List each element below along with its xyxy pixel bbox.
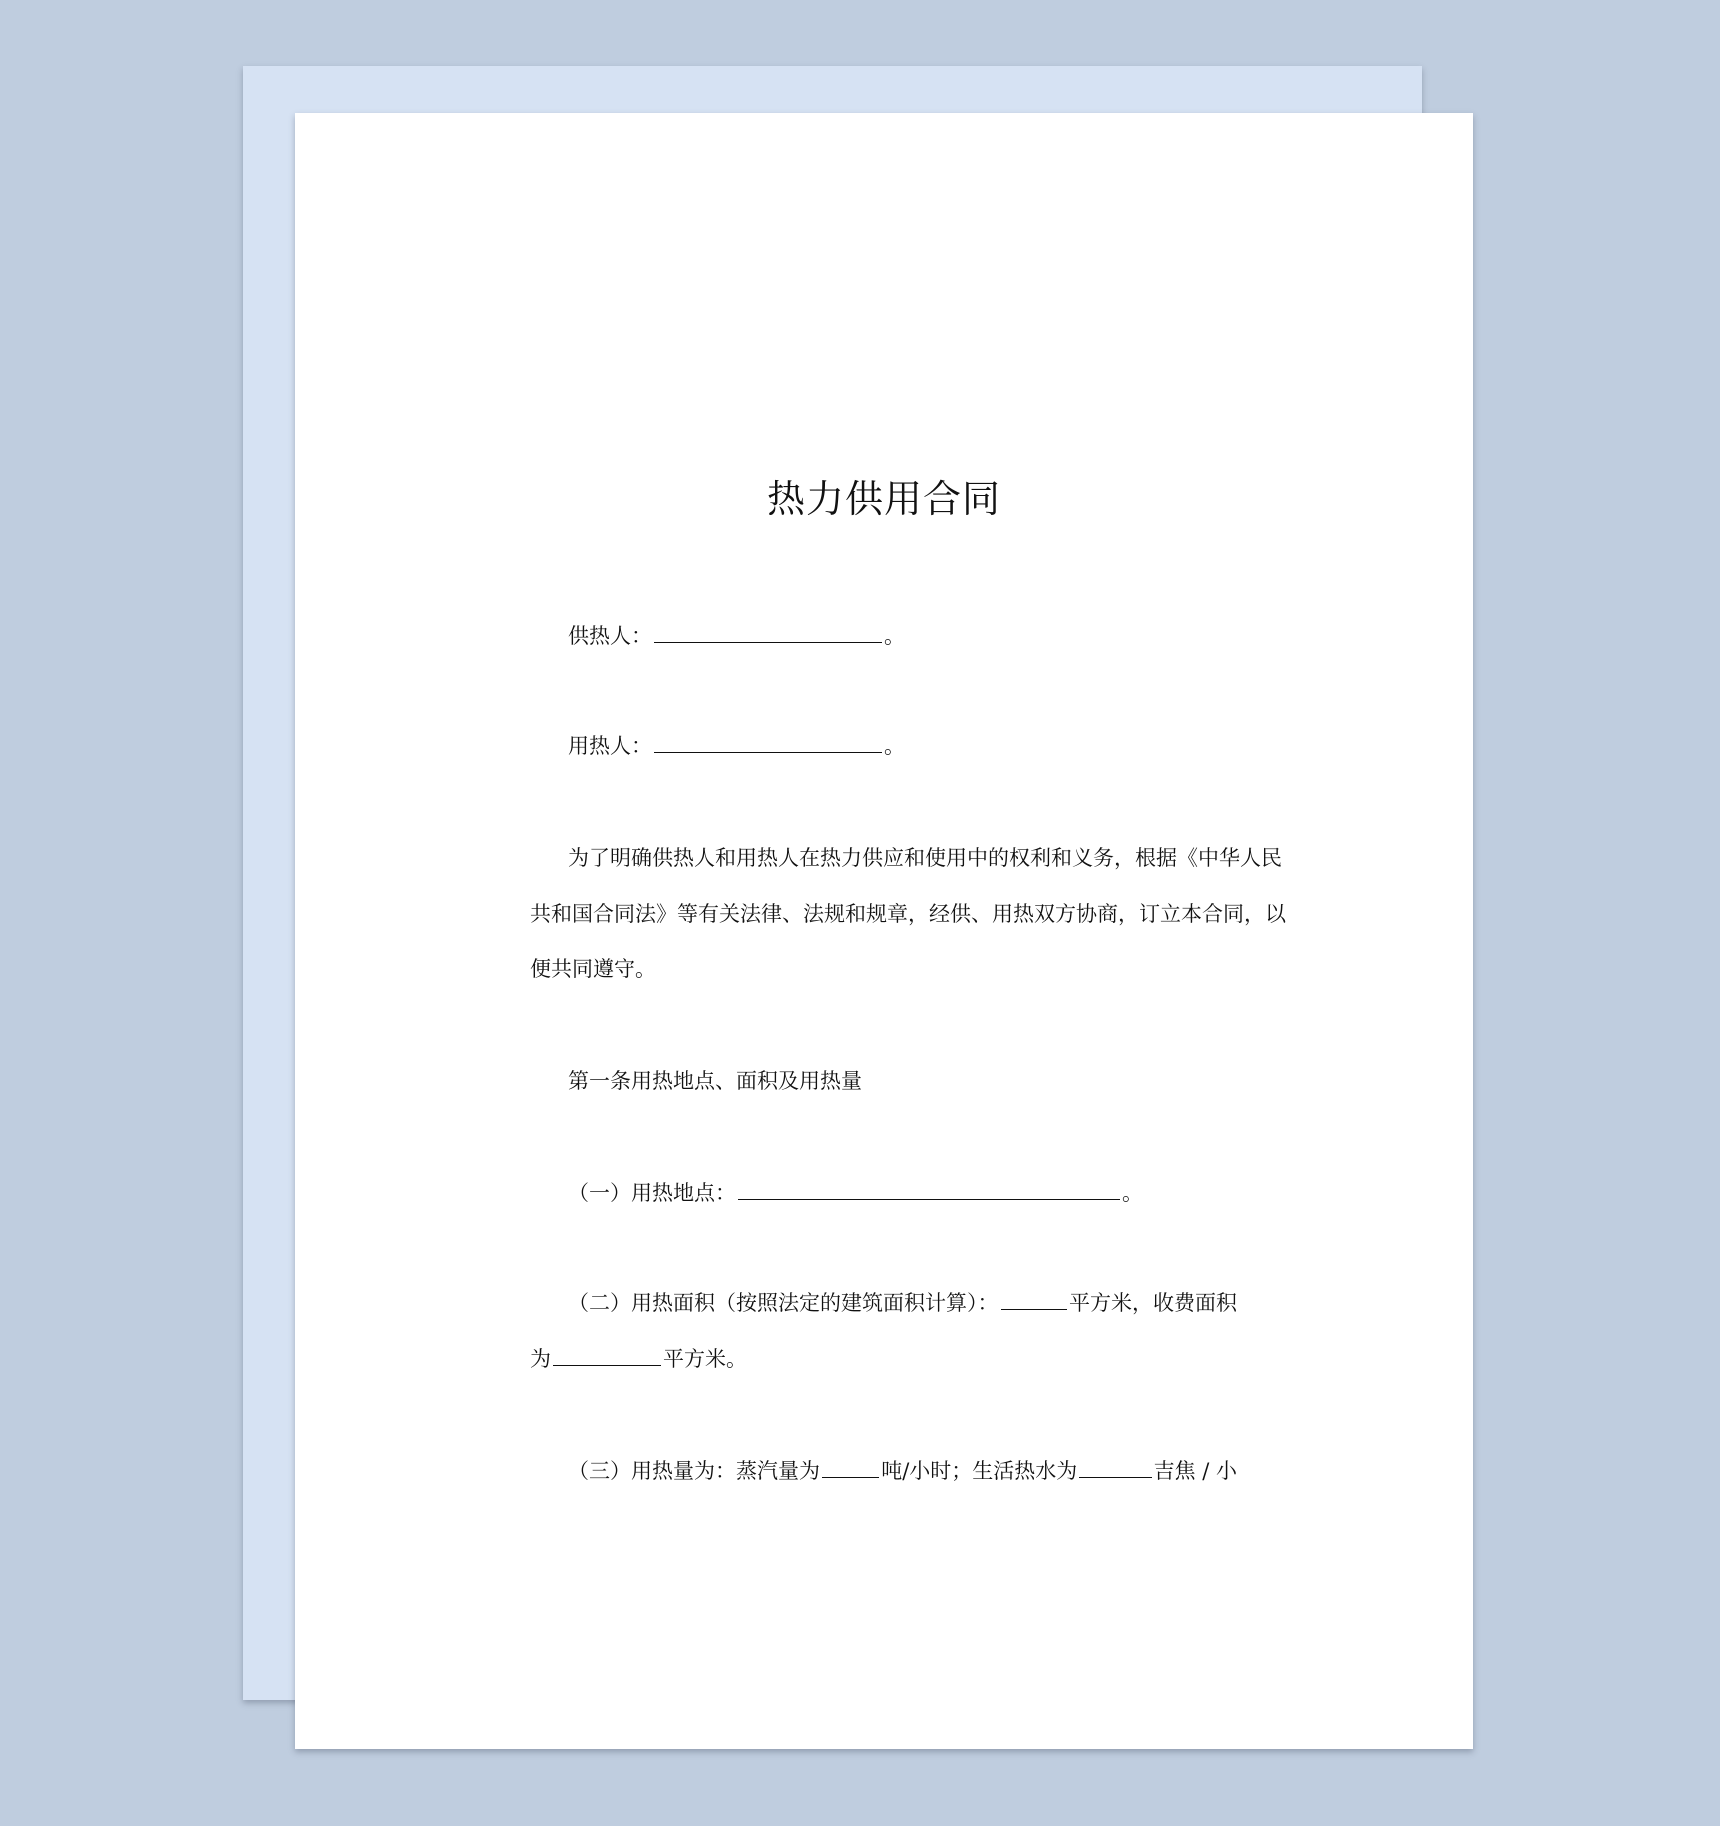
supplier-label: 供热人：: [568, 624, 652, 648]
hot-water-blank[interactable]: [1079, 1457, 1151, 1478]
location-blank[interactable]: [738, 1179, 1120, 1200]
item3-line: [568, 1457, 1237, 1485]
article1-heading: 第一条用热地点、面积及用热量: [568, 1069, 862, 1093]
item2-prefix: （二）用热面积（按照法定的建筑面积计算）：: [568, 1291, 999, 1315]
steam-blank[interactable]: [822, 1457, 879, 1478]
document-page: [295, 113, 1473, 1749]
intro-line-1: 为了明确供热人和用热人在热力供应和使用中的权利和义务，根据《中华人民: [568, 846, 1282, 870]
supplier-blank[interactable]: [654, 622, 882, 643]
user-blank[interactable]: [654, 732, 882, 753]
supplier-line: [568, 622, 905, 650]
area-blank[interactable]: [1001, 1289, 1068, 1310]
item2-line-1: [568, 1289, 1237, 1317]
user-line: [568, 732, 905, 760]
item3-prefix: （三）用热量为：蒸汽量为: [568, 1459, 820, 1483]
charge-area-blank[interactable]: [553, 1345, 661, 1366]
item2-suffix: 平方米，收费面积: [1069, 1291, 1237, 1315]
item3-suffix: 吉焦 / 小: [1153, 1459, 1237, 1483]
item2-line2-prefix: 为: [530, 1347, 551, 1371]
period: 。: [884, 624, 905, 648]
item3-mid: 吨/小时；生活热水为: [881, 1459, 1078, 1483]
document-title: 热力供用合同: [766, 477, 1001, 521]
period: 。: [1122, 1181, 1143, 1205]
item1-label: （一）用热地点：: [568, 1181, 736, 1205]
user-label: 用热人：: [568, 734, 652, 758]
period: 。: [884, 734, 905, 758]
item1-line: [568, 1179, 1143, 1207]
intro-line-3: 便共同遵守。: [530, 957, 656, 981]
intro-line-2: 共和国合同法》等有关法律、法规和规章，经供、用热双方协商，订立本合同，以: [530, 902, 1286, 926]
item2-line2-suffix: 平方米。: [663, 1347, 747, 1371]
item2-line-2: [530, 1345, 747, 1373]
